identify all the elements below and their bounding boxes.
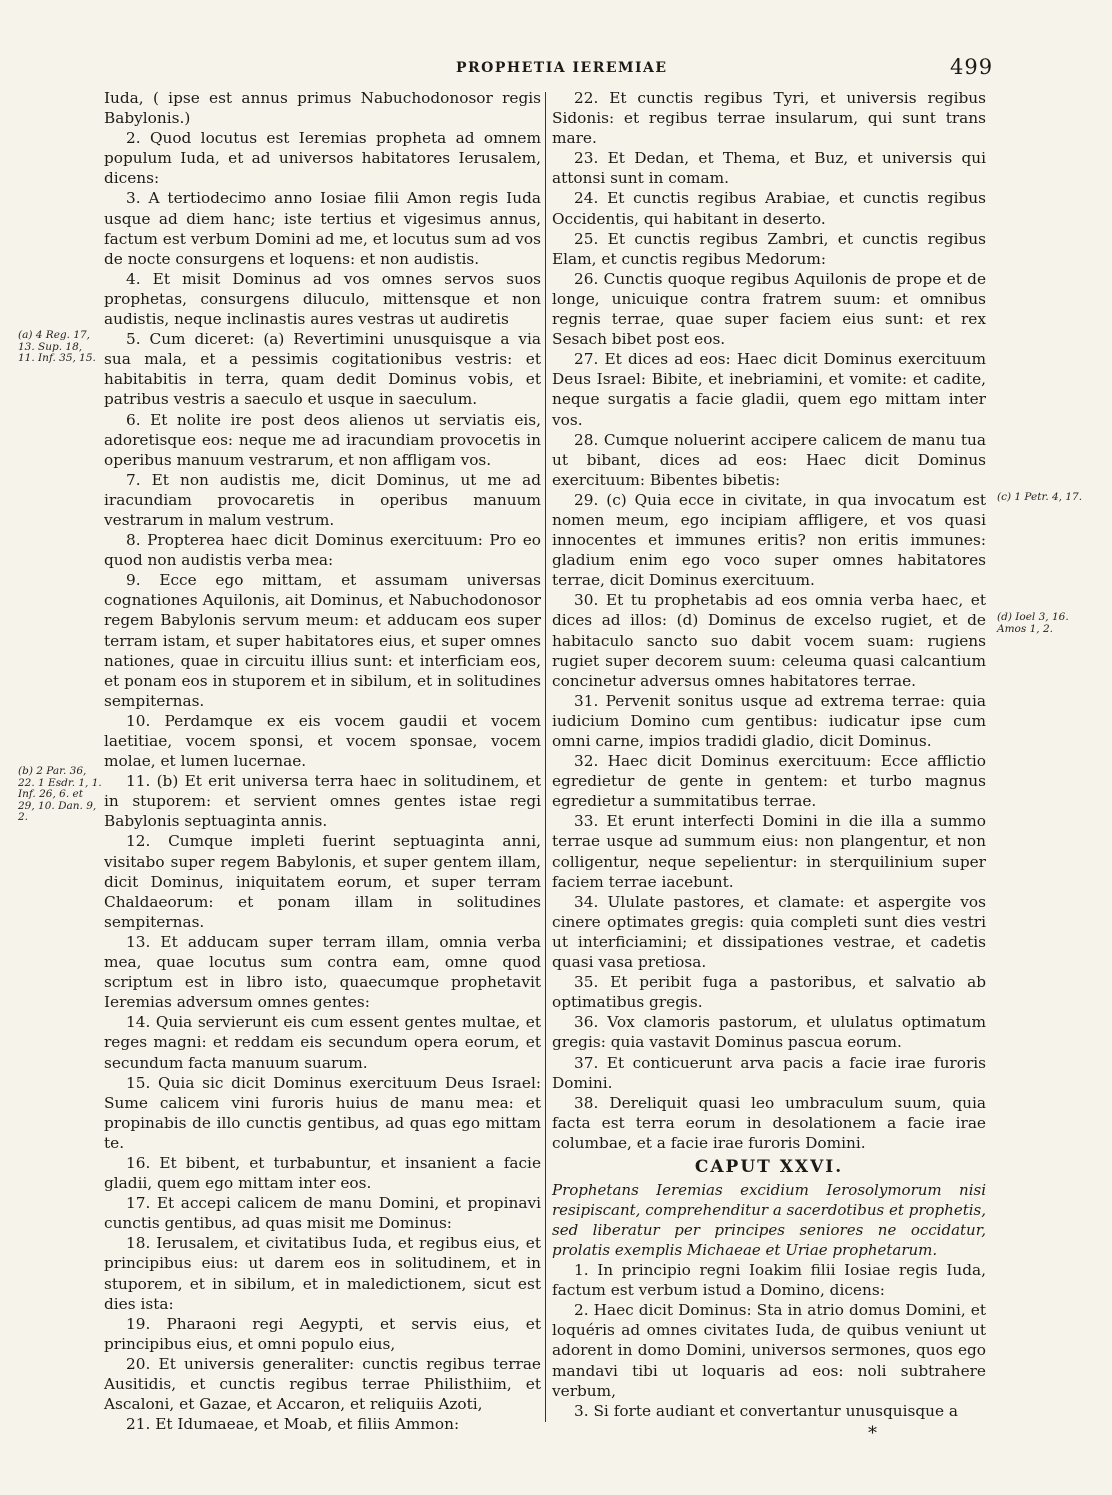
verse: 23. Et Dedan, et Thema, et Buz, et universis qui attonsi sunt in comam.	[552, 149, 986, 188]
verse: 33. Et erunt interfecti Domini in die illa a summo terrae usque ad summum eius: non plangentur, et non colligentur, neque sepelientur: in sterquilinium super faciem terrae iacebunt.	[552, 812, 986, 891]
verse: 38. Dereliquit quasi leo umbraculum suum, quia facta est terra eorum in desolationem a facie irae columbae, et a facie irae furoris Domini.	[552, 1093, 986, 1152]
verse: 3. A tertiodecimo anno Iosiae filii Amon regis Iuda usque ad diem hanc; iste tertius et vigesimus annus, factum est verbum Domini ad me, et locutus sum ad vos de nocte consurgens et loquens: et non audistis.	[104, 189, 541, 268]
marginal-note-c: (c) 1 Petr. 4, 17.	[997, 491, 1083, 503]
marginal-note-b: (b) 2 Par. 36, 22. 1 Esdr. 1, 1. Inf. 26, 6. et 29, 10. Dan. 9, 2.	[18, 765, 102, 823]
verse: 2. Quod locutus est Ieremias propheta ad omnem populum Iuda, et ad universos habitatores Ierusalem, dicens:	[104, 129, 541, 188]
verse: 15. Quia sic dicit Dominus exercituum Deus Israel: Sume calicem vini furoris huius de manu mea: et propinabis de illo cunctis gentibus, ad quas ego mittam te.	[104, 1073, 541, 1152]
verse: 14. Quia servierunt eis cum essent gentes multae, et reges magni: et reddam eis secundum opera eorum, et secundum facta manuum suarum.	[104, 1013, 541, 1072]
verse: 21. Et Idumaeae, et Moab, et filiis Ammon:	[126, 1415, 460, 1434]
verse: 30. Et tu prophetabis ad eos omnia verba haec, et dices ad illos: (d) Dominus de excelso rugiet, et de habitaculo sancto suo dabit vocem suam: rugiens rugiet super decorem suum: celeuma quasi calcantium concinetur adversus omnes habitatores terrae.	[552, 591, 986, 690]
verse: 12. Cumque impleti fuerint septuaginta anni, visitabo super regem Babylonis, et super gentem illam, dicit Dominus, iniquitatem eorum, et super terram Chaldaeorum: et ponam illam in solitudines sempiternas.	[104, 832, 541, 931]
marginal-note-a: (a) 4 Reg. 17, 13. Sup. 18, 11. Inf. 35, 15.	[18, 329, 96, 364]
chapter-heading: CAPUT XXVI.	[694, 1156, 844, 1177]
verse: 31. Pervenit sonitus usque ad extrema terrae: quia iudicium Domino cum gentibus: iudicatur ipse cum omni carne, impios tradidi gladio, dicit Dominus.	[552, 691, 986, 750]
verse: 20. Et universis generaliter: cunctis regibus terrae Ausitidis, et cunctis regibus terrae Philisthiim, et Ascaloni, et Gazae, et Accaron, et reliquiis Azoti,	[104, 1354, 541, 1414]
verse: 9. Ecce ego mittam, et assumam universas cognationes Aquilonis, ait Dominus, et Nabuchodonosor regem Babylonis servum meum: et adducam eos super terram istam, et super habitatores eius, et super omnes nationes, quae in circuitu illius sunt: et interficiam eos, et ponam eos in stuporem et in sibilum, et in solitudines sempiternas.	[104, 571, 541, 710]
verse: 8. Propterea haec dicit Dominus exercituum: Pro eo quod non audistis verba mea:	[104, 531, 541, 570]
verse: 25. Et cunctis regibus Zambri, et cunctis regibus Elam, et cunctis regibus Medorum:	[552, 229, 986, 268]
verse: 35. Et peribit fuga a pastoribus, et salvatio ab optimatibus gregis.	[552, 973, 986, 1012]
verse: 24. Et cunctis regibus Arabiae, et cunctis regibus Occidentis, qui habitant in deserto.	[552, 189, 986, 228]
page-number: 499	[950, 55, 994, 79]
verse: 27. Et dices ad eos: Haec dicit Dominus exercituum Deus Israel: Bibite, et inebriamini, et vomite: et cadite, neque surgatis a facie gladii, quem ego mittam inter vos.	[552, 350, 986, 429]
running-header-title: PROPHETIA IEREMIAE	[456, 60, 668, 76]
verse: 34. Ululate pastores, et clamate: et aspergite vos cinere optimates gregis: quia completi sunt dies vestri ut interficiamini; et dissipationes vestrae, et cadetis quasi vasa pretiosa.	[552, 892, 986, 972]
marginal-note-d: (d) Ioel 3, 16. Amos 1, 2.	[997, 611, 1069, 635]
verse: 22. Et cunctis regibus Tyri, et universis regibus Sidonis: et regibus terrae insularum, qui sunt trans mare.	[552, 89, 986, 148]
verse: 29. (c) Quia ecce in civitate, in qua invocatum est nomen meum, ego incipiam affligere, et vos quasi innocentes et immunes eritis? non eritis immunes: gladium enim ego voco super omnes habitatores terrae, dicit Dominus exercituum.	[552, 490, 986, 590]
chapter-summary: Prophetans Ieremias excidium Ierosolymorum nisi resipiscant, comprehenditur a sacerdotibus et prophetis, sed liberatur per principes seniores ne occidatur, prolatis exemplis Michaeae et Uriae prophetarum.	[552, 1181, 986, 1260]
column-divider	[545, 92, 546, 1422]
verse: 11. (b) Et erit universa terra haec in solitudinem, et in stuporem: et servient omnes gentes istae regi Babylonis septuaginta annis.	[104, 772, 541, 831]
right-column	[552, 88, 986, 1421]
verse: Iuda, ( ipse est annus primus Nabuchodonosor regis Babylonis.)	[104, 89, 541, 128]
verse: 17. Et accepi calicem de manu Domini, et propinavi cunctis gentibus, ad quas misit me Dominus:	[104, 1194, 541, 1233]
verse: 19. Pharaoni regi Aegypti, et servis eius, et principibus eius, et omni populo eius,	[104, 1314, 541, 1353]
verse: 32. Haec dicit Dominus exercituum: Ecce afflictio egredietur de gente in gentem: et turbo magnus egredietur a summitatibus terrae.	[552, 752, 986, 811]
verse: 10. Perdamque ex eis vocem gaudii et vocem laetitiae, vocem sponsi, et vocem sponsae, vocem molae, et lumen lucernae.	[104, 711, 541, 771]
verse: 18. Ierusalem, et civitatibus Iuda, et regibus eius, et principibus eius: ut darem eos in solitudinem, et in stuporem, et in sibilum, et in maledictionem, sicut est dies ista:	[104, 1234, 541, 1313]
verse: 36. Vox clamoris pastorum, et ululatus optimatum gregis: quia vastavit Dominus pascua eorum.	[552, 1013, 986, 1052]
verse: 37. Et conticuerunt arva pacis a facie irae furoris Domini.	[552, 1053, 986, 1092]
verse: 6. Et nolite ire post deos alienos ut serviatis eis, adoretisque eos: neque me ad iracundiam provocetis in operibus manuum vestrarum, et non affligam vos.	[104, 410, 541, 469]
left-column	[104, 88, 541, 1434]
verse: 7. Et non audistis me, dicit Dominus, ut me ad iracundiam provocaretis in operibus manuum vestrarum in malum vestrum.	[104, 470, 541, 529]
verse: 16. Et bibent, et turbabuntur, et insanient a facie gladii, quem ego mittam inter eos.	[104, 1153, 541, 1193]
verse: 1. In principio regni Ioakim filii Iosiae regis Iuda, factum est verbum istud a Domino, dicens:	[552, 1261, 986, 1300]
verse: 28. Cumque noluerint accipere calicem de manu tua ut bibant, dices ad eos: Haec dicit Dominus exercituum: Bibentes bibetis:	[552, 430, 986, 489]
verse: 4. Et misit Dominus ad vos omnes servos suos prophetas, consurgens diluculo, mittensque et non audistis, neque inclinastis aures vestras ut audiretis	[104, 269, 541, 329]
verse: 13. Et adducam super terram illam, omnia verba mea, quae locutus sum contra eam, omne quod scriptum est in libro isto, quaecumque prophetavit Ieremias adversum omnes gentes:	[104, 932, 541, 1012]
verse: 26. Cunctis quoque regibus Aquilonis de prope et de longe, unicuique contra fratrem suum: et omnibus regnis terrae, quae super faciem eius sunt: et rex Sesach bibet post eos.	[552, 269, 986, 349]
verse: 2. Haec dicit Dominus: Sta in atrio domus Domini, et loquéris ad omnes civitates Iuda, de quibus veniunt ut adorent in domo Domini, universos sermones, quos ego mandavi tibi ut loquaris ad eos: noli subtrahere verbum,	[552, 1301, 986, 1400]
verse: 3. Si forte audiant et convertantur unusquisque a	[574, 1401, 959, 1420]
verse: 5. Cum diceret: (a) Revertimini unusquisque a via sua mala, et a pessimis cogitationibus vestris: et habitabitis in terra, quam dedit Dominus vobis, et patribus vestris a saeculo et usque in saeculum.	[104, 330, 541, 409]
signature-mark: *	[868, 1423, 877, 1444]
